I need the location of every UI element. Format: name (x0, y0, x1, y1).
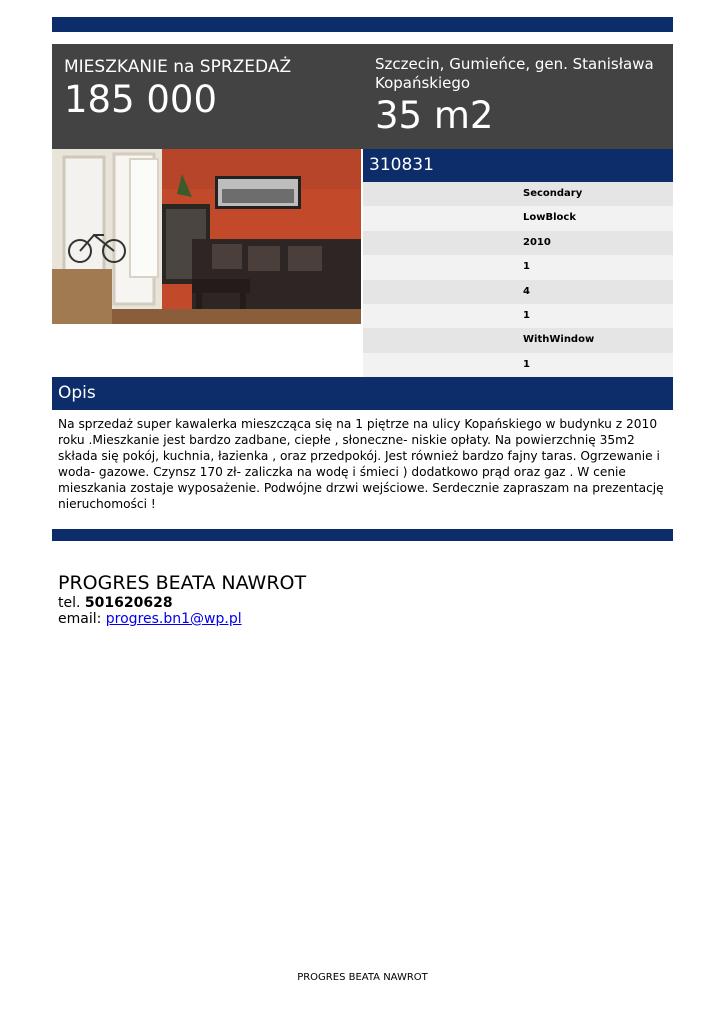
living-room-image (52, 149, 361, 324)
agency-name: PROGRES BEATA NAWROT (58, 572, 307, 594)
detail-row: LowBlock (363, 206, 673, 230)
email-link[interactable]: progres.bn1@wp.pl (105, 611, 242, 627)
price: 185 000 (64, 78, 218, 121)
detail-row: 1 (363, 255, 673, 279)
detail-row: 4 (363, 280, 673, 304)
detail-row: 2010 (363, 231, 673, 255)
location: Szczecin, Gumieńce, gen. Stanisława Kopańskiego (375, 55, 654, 92)
description-heading-bar (52, 377, 673, 410)
listing-header (52, 44, 673, 149)
phone-label: tel. (58, 595, 81, 611)
section-divider-bar (52, 529, 673, 541)
detail-row: WithWindow (363, 328, 673, 352)
apartment-photo (52, 149, 361, 324)
offer-type: MIESZKANIE na SPRZEDAŻ (64, 57, 292, 77)
agency-email (58, 611, 658, 627)
detail-row: 1 (363, 353, 673, 377)
agency-contact (58, 572, 658, 627)
top-accent-bar (52, 17, 673, 32)
agency-phone (58, 595, 658, 611)
reference-number: 310831 (363, 149, 673, 182)
detail-row: Secondary (363, 182, 673, 206)
header-left (64, 56, 354, 122)
phone-number: 501620628 (84, 595, 173, 611)
details-panel (363, 149, 673, 377)
detail-row: 1 (363, 304, 673, 328)
description-heading: Opis (58, 383, 96, 403)
email-label: email: (58, 611, 102, 627)
description-text: Na sprzedaż super kawalerka mieszcząca się na 1 piętrze na ulicy Kopańskiego w budynku z 2010 roku .Mieszkanie jest bardzo zadbane, ciepłe , słoneczne- niskie opłaty. Na powierzchnię 35m2 składa się pokój, kuchnia, łazienka , oraz przedpokój. Jest również bardzo fajny taras. Ogrzewanie i woda- gazowe. Czynsz 170 zł- zaliczka na wodę i śmieci ) dodatkowo prąd oraz gaz . W cenie mieszkania zostaje wyposażenie. Podwójne drzwi wejściowe. Serdecznie zapraszam na prezentację nieruchomości ! (58, 417, 664, 511)
area: 35 m2 (375, 94, 494, 137)
header-right (375, 55, 665, 137)
page-footer: PROGRES BEATA NAWROT (297, 972, 428, 983)
